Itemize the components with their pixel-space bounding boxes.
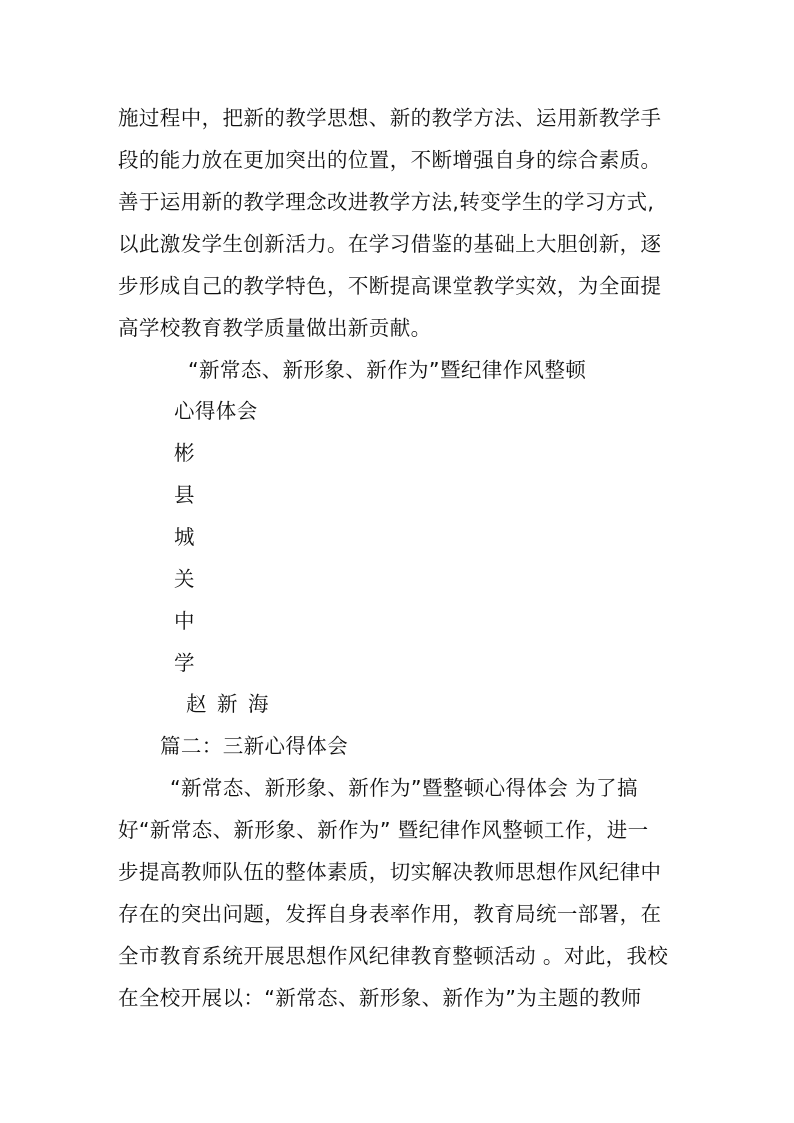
text-line: 在全校开展以：“新常态、新形象、新作为”为主题的教师 <box>118 986 642 1010</box>
school-char: 县 <box>174 483 195 507</box>
text-line: 存在的突出问题，发挥自身表率作用，教育局统一部署，在 <box>118 902 662 926</box>
school-char: 彬 <box>174 441 195 465</box>
text-line: 善于运用新的教学理念改进教学方法,转变学生的学习方式, <box>118 190 655 214</box>
author-name: 赵 新 海 <box>186 692 271 716</box>
text-line: 以此激发学生创新活力。在学习借鉴的基础上大胆创新，逐 <box>118 232 662 256</box>
school-char: 关 <box>174 567 195 591</box>
school-char: 中 <box>174 609 195 633</box>
section-heading: 篇二：三新心得体会 <box>160 734 349 758</box>
essay-title-line2: 心得体会 <box>174 399 258 423</box>
school-char: 城 <box>174 525 195 549</box>
text-line: 步形成自己的教学特色，不断提高课堂教学实效，为全面提 <box>118 274 662 298</box>
text-line: 段的能力放在更加突出的位置，不断增强自身的综合素质。 <box>118 148 662 172</box>
text-line: 步提高教师队伍的整体素质，切实解决教师思想作风纪律中 <box>118 860 662 884</box>
school-char: 学 <box>174 651 195 675</box>
essay-title-line1: “新常态、新形象、新作为”暨纪律作风整顿 <box>188 358 587 382</box>
text-line: “新常态、新形象、新作为”暨整顿心得体会 为了搞 <box>170 776 638 800</box>
text-line: 好“新常态、新形象、新作为” 暨纪律作风整顿工作，进一 <box>118 818 649 842</box>
text-line: 高学校教育教学质量做出新贡献。 <box>118 316 432 340</box>
text-line: 全市教育系统开展思想作风纪律教育整顿活动 。对此，我校 <box>118 944 669 968</box>
text-line: 施过程中，把新的教学思想、新的教学方法、运用新教学手 <box>118 106 662 130</box>
